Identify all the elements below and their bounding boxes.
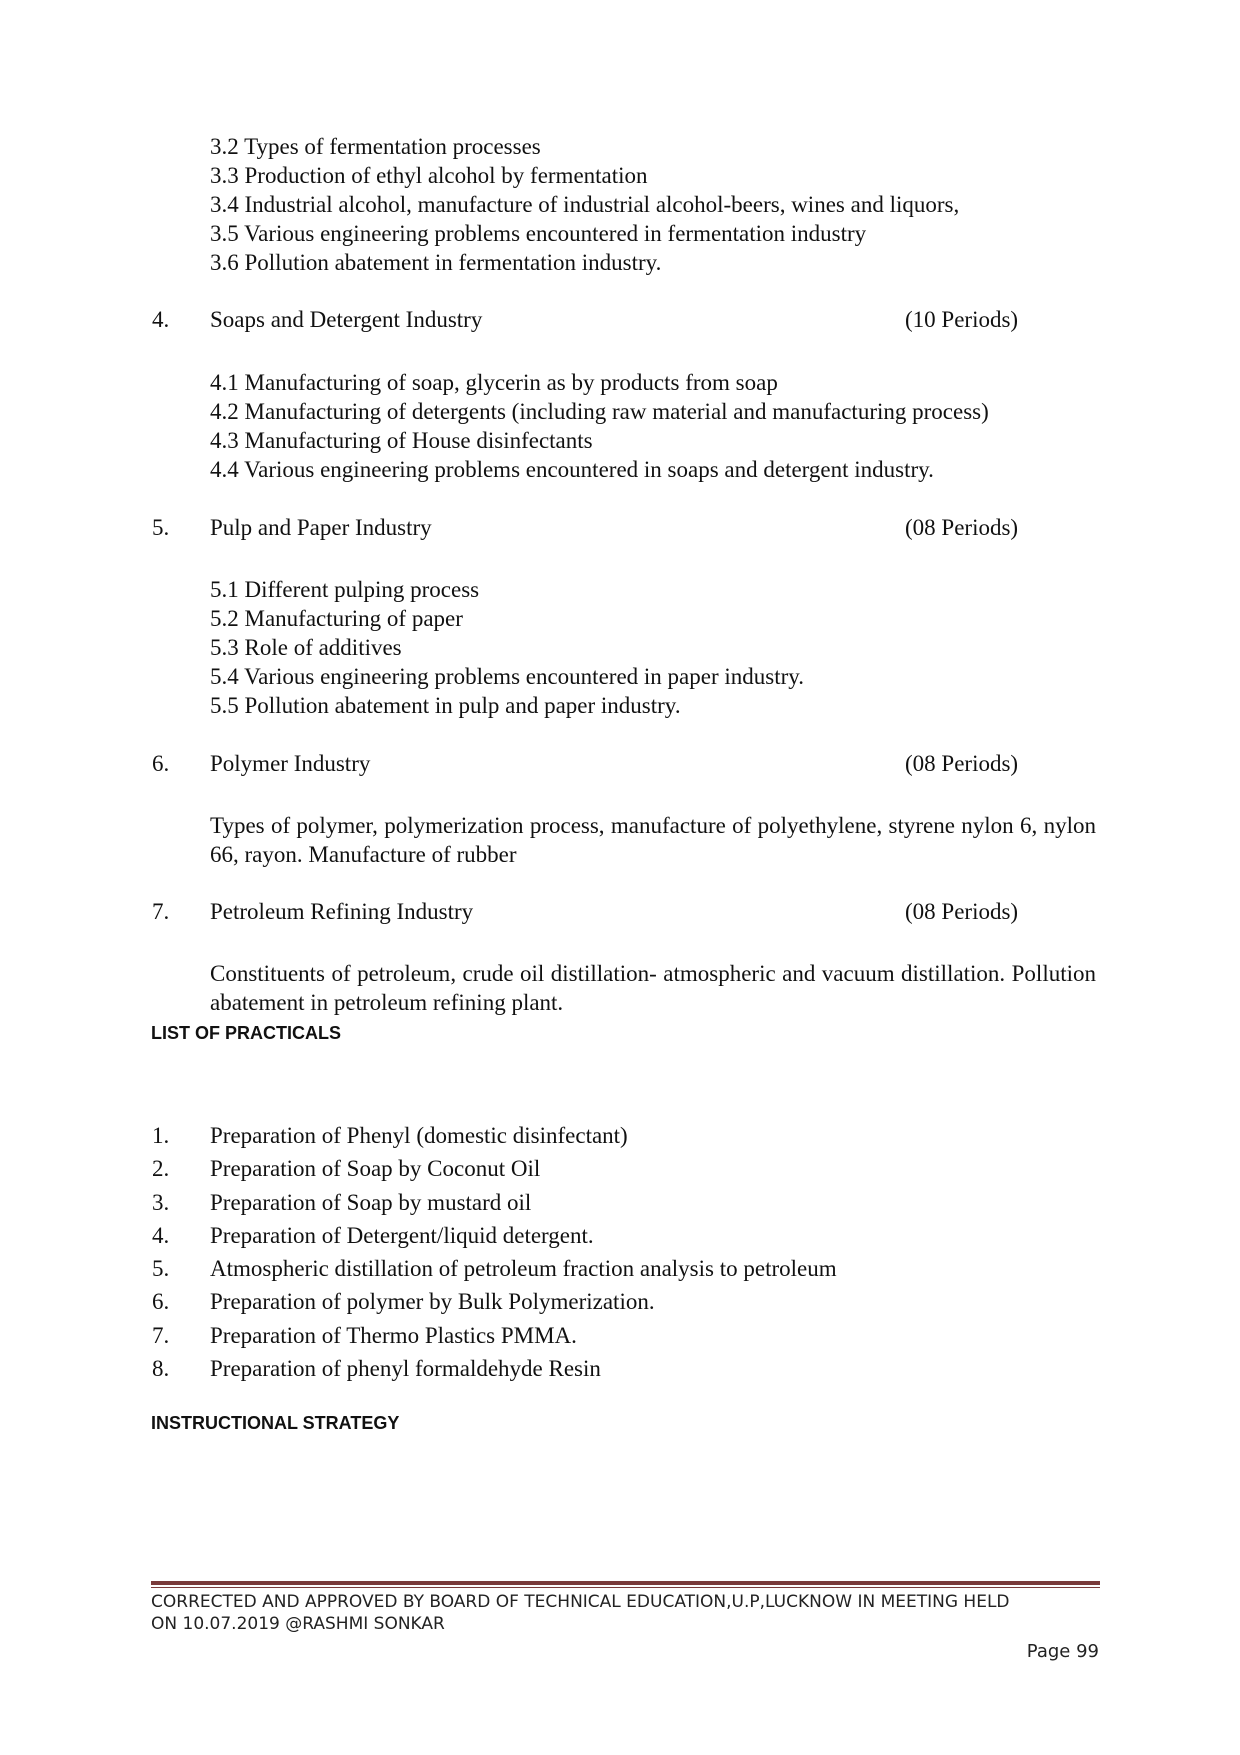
item-number: 8. <box>152 1356 170 1382</box>
section-number: 6. <box>152 751 170 776</box>
section-number: 7. <box>152 899 170 924</box>
item-text: Preparation of Detergent/liquid detergent. <box>210 1222 594 1248</box>
footer-line-2: ON 10.07.2019 @RASHMI SONKAR <box>151 1614 445 1634</box>
footer-rule-thin <box>151 1587 1100 1588</box>
item-text: Preparation of Soap by Coconut Oil <box>210 1156 541 1182</box>
section-title: Soaps and Detergent Industry <box>210 307 483 332</box>
item-text: Preparation of Thermo Plastics PMMA. <box>210 1322 577 1348</box>
section-periods: (08 Periods) <box>905 515 1019 540</box>
section-title: Petroleum Refining Industry <box>210 899 474 924</box>
section-5-item: 5.2 Manufacturing of paper <box>210 606 463 631</box>
item-number: 3. <box>152 1189 170 1215</box>
section-5-item: 5.3 Role of additives <box>210 635 402 660</box>
footer-rule <box>151 1581 1100 1585</box>
section-4-item: 4.4 Various engineering problems encountered in soaps and detergent industry. <box>210 457 934 482</box>
section-5-item: 5.4 Various engineering problems encountered in paper industry. <box>210 664 805 689</box>
section-periods: (10 Periods) <box>905 307 1019 332</box>
item-number: 2. <box>152 1156 170 1182</box>
section-number: 4. <box>152 307 170 332</box>
section-5-item: 5.5 Pollution abatement in pulp and paper industry. <box>210 693 681 718</box>
section-4-item: 4.3 Manufacturing of House disinfectants <box>210 428 593 453</box>
section-3-item: 3.2 Types of fermentation processes <box>210 134 541 159</box>
item-text: Preparation of Soap by mustard oil <box>210 1189 532 1215</box>
section-title: Polymer Industry <box>210 751 371 776</box>
section-number: 5. <box>152 515 170 540</box>
section-body: Constituents of petroleum, crude oil distillation- atmospheric and vacuum distillation. Pollution abatement in petroleum refining plant. <box>210 961 1096 1015</box>
item-number: 4. <box>152 1222 170 1248</box>
section-4-item: 4.2 Manufacturing of detergents (including raw material and manufacturing process) <box>210 399 989 424</box>
section-3-item: 3.5 Various engineering problems encountered in fermentation industry <box>210 221 867 246</box>
section-body: Types of polymer, polymerization process, manufacture of polyethylene, styrene nylon 6, nylon 66, rayon. Manufacture of rubber <box>210 813 1096 867</box>
item-text: Preparation of phenyl formaldehyde Resin <box>210 1356 601 1382</box>
section-4-item: 4.1 Manufacturing of soap, glycerin as by products from soap <box>210 370 778 395</box>
item-number: 6. <box>152 1289 170 1315</box>
page-number: Page 99 <box>1026 1641 1099 1662</box>
practicals-heading: LIST OF PRACTICALS <box>151 1023 341 1043</box>
item-text: Preparation of polymer by Bulk Polymerization. <box>210 1289 655 1315</box>
section-5-item: 5.1 Different pulping process <box>210 577 480 602</box>
section-3-item: 3.3 Production of ethyl alcohol by fermentation <box>210 163 648 188</box>
item-number: 7. <box>152 1322 170 1348</box>
item-number: 1. <box>152 1123 170 1148</box>
strategy-heading: INSTRUCTIONAL STRATEGY <box>151 1413 400 1433</box>
section-3-item: 3.6 Pollution abatement in fermentation industry. <box>210 250 662 275</box>
section-3-item: 3.4 Industrial alcohol, manufacture of industrial alcohol-beers, wines and liquors, <box>210 192 960 217</box>
section-periods: (08 Periods) <box>905 899 1019 924</box>
section-periods: (08 Periods) <box>905 751 1019 776</box>
footer-line-1: CORRECTED AND APPROVED BY BOARD OF TECHNICAL EDUCATION,U.P,LUCKNOW IN MEETING HELD <box>151 1592 1010 1612</box>
footer-text <box>151 1591 1111 1635</box>
section-title: Pulp and Paper Industry <box>210 515 432 540</box>
item-text: Preparation of Phenyl (domestic disinfectant) <box>210 1123 628 1148</box>
item-text: Atmospheric distillation of petroleum fraction analysis to petroleum <box>210 1256 837 1282</box>
item-number: 5. <box>152 1256 170 1282</box>
